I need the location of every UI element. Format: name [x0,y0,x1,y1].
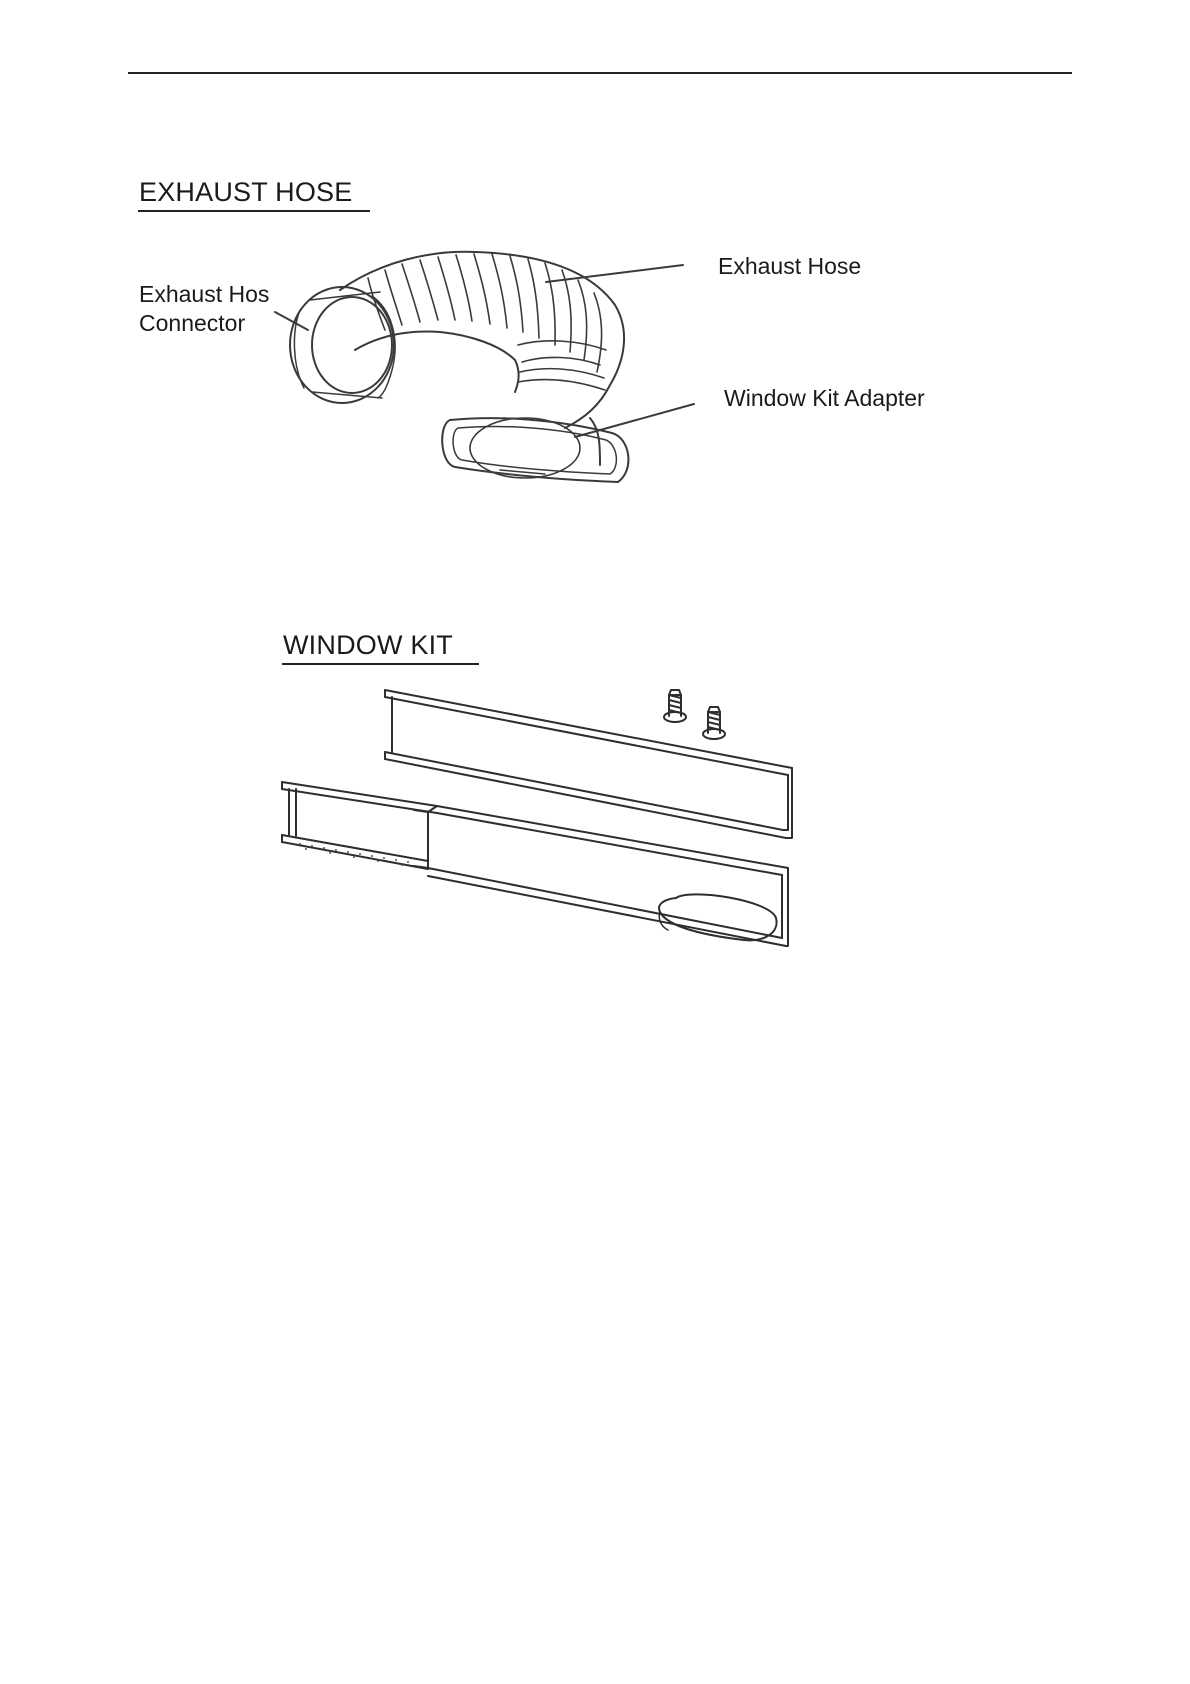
exhaust-hose-section-title: EXHAUST HOSE [139,177,353,207]
window-kit-section-title: WINDOW KIT [283,630,453,660]
hose-connector-label-line1: Exhaust Hos [139,281,270,307]
screw-icon [703,707,725,739]
hose-connector-label-line2: Connector [139,310,246,336]
screw-icon [664,690,686,722]
window-kit-adapter-label: Window Kit Adapter [724,385,925,411]
exhaust-hose-label: Exhaust Hose [718,253,862,279]
window-kit-upper-panel [385,690,792,838]
window-kit-lower-panel [282,782,788,946]
